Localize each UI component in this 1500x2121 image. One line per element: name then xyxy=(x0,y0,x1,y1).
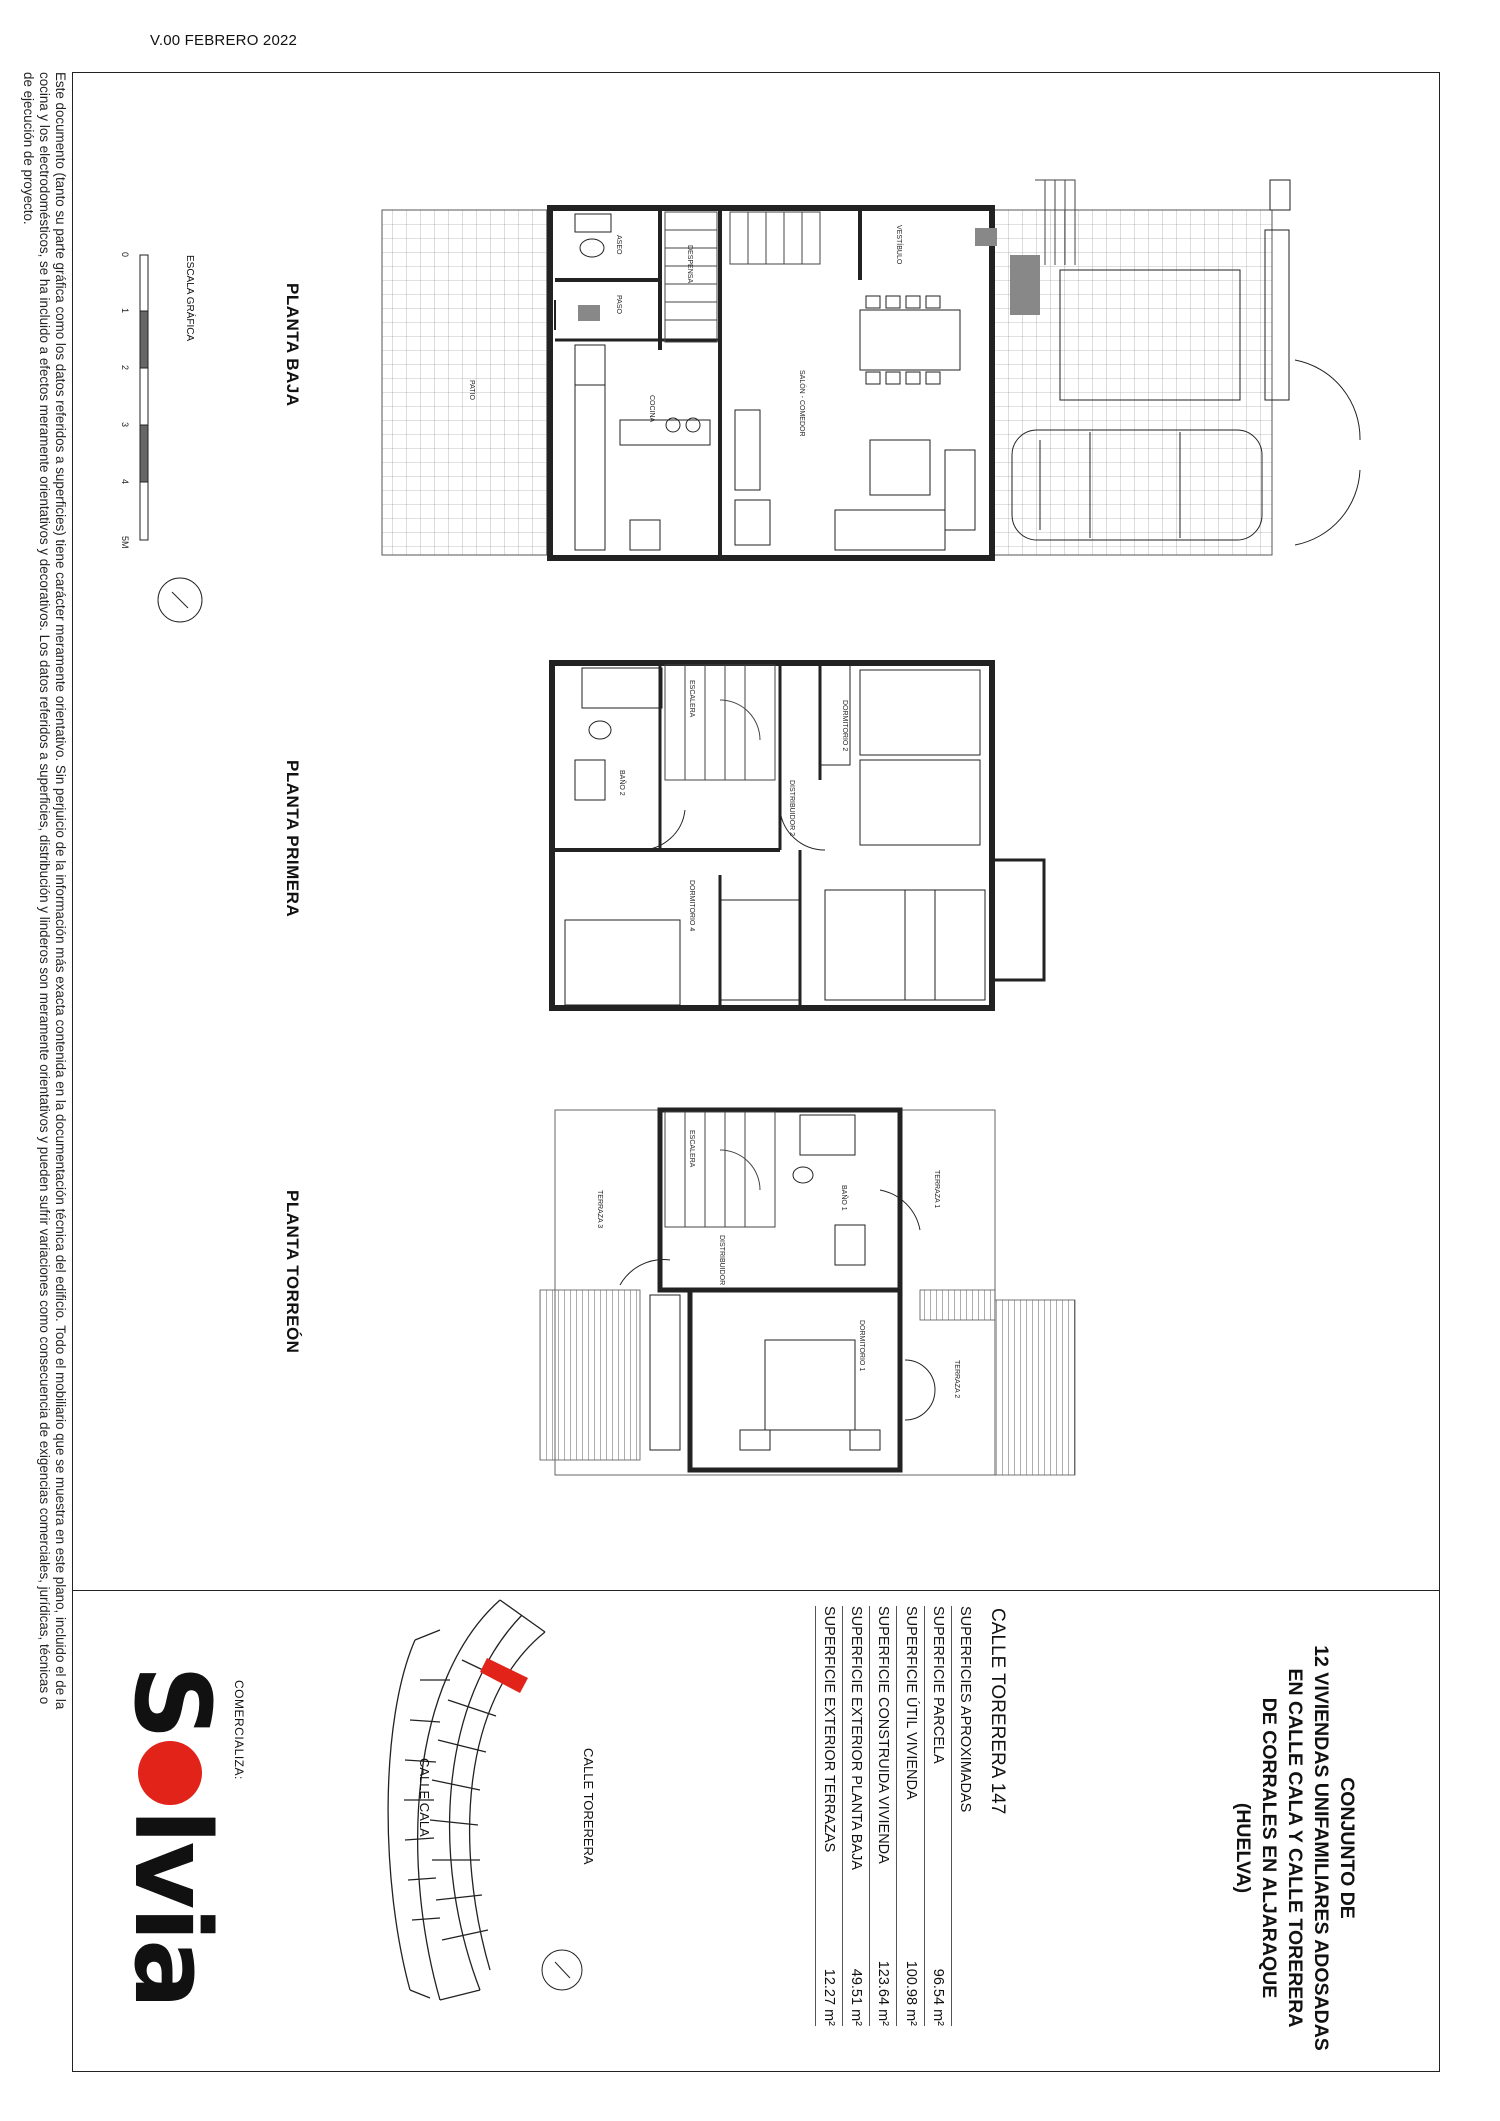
area-row: SUPERFICIE CONSTRUIDA VIVIENDA 123.64 m² xyxy=(869,1606,896,2026)
title-line: DE CORRALES EN ALJARAQUE xyxy=(1258,1697,1280,1999)
street-label-cala: CALLE CALA xyxy=(417,1758,432,1837)
disclaimer-line: de ejecución de proyecto. xyxy=(21,72,36,225)
areas-table xyxy=(815,1606,978,2026)
label-bano-1: BAÑO 1 xyxy=(840,1185,847,1211)
title-line: 12 VIVIENDAS UNIFAMILIARES ADOSADAS xyxy=(1310,1645,1332,2051)
logo-dot xyxy=(138,1741,202,1805)
label-patio: PATIO xyxy=(468,380,475,400)
label-terraza-1: TERRAZA 1 xyxy=(933,1170,940,1209)
label-terraza-2: TERRAZA 2 xyxy=(953,1360,960,1399)
address: CALLE TORERERA 147 xyxy=(987,1608,1008,1815)
area-row: SUPERFICIE PARCELA 96.54 m² xyxy=(924,1606,951,2026)
plan-planta-baja xyxy=(382,180,1360,558)
label-bano-2: BAÑO 2 xyxy=(618,770,625,796)
label-distribuidor-1: DISTRIBUIDOR 1 xyxy=(718,1235,725,1292)
label-vestibulo: VESTÍBULO xyxy=(895,225,902,265)
title-line: (HUELVA) xyxy=(1232,1802,1254,1894)
label-dormitorio-3: DORMITORIO 3 xyxy=(988,900,995,952)
scale-tick: 2 xyxy=(120,365,130,371)
scale-tick: 5M xyxy=(120,536,130,549)
street-label-torerera: CALLE TORERERA xyxy=(581,1748,596,1865)
scale-tick: 3 xyxy=(120,422,130,428)
label-escalera-torreon: ESCALERA xyxy=(688,1130,695,1168)
label-paso: PASO xyxy=(615,295,622,314)
version-label: V.00 FEBRERO 2022 xyxy=(150,32,298,49)
area-row: SUPERFICIE ÚTIL VIVIENDA 100.98 m² xyxy=(896,1606,923,2026)
label-aseo: ASEO xyxy=(615,235,622,255)
plan-planta-primera xyxy=(552,663,1044,1008)
label-terraza-3: TERRAZA 3 xyxy=(596,1190,603,1229)
title-line: EN CALLE CALA Y CALLE TORERERA xyxy=(1284,1668,1306,2028)
site-highlight xyxy=(480,1658,528,1693)
areas-heading: SUPERFICIES APROXIMADAS xyxy=(951,1606,978,2026)
disclaimer-line: Este documento (tanto su parte gráfica como los datos referidos a superficies) tiene carácter meramente orientativo. Sin perjuicio de la información más exacta contenida en la documentación técnica del edificio. Todo el mobiliario que se muestra en este plano, incluido el de la xyxy=(53,72,68,1710)
area-row: SUPERFICIE EXTERIOR PLANTA BAJA 49.51 m² xyxy=(842,1606,869,2026)
solvia-logo: Slvia xyxy=(111,1665,233,2007)
scale-tick: 0 xyxy=(120,252,130,258)
label-dormitorio-4: DORMITORIO 4 xyxy=(688,880,695,932)
label-dormitorio-2: DORMITORIO 2 xyxy=(841,700,848,752)
area-row: SUPERFICIE EXTERIOR TERRAZAS 12.27 m² xyxy=(815,1606,842,2026)
title-line: CONJUNTO DE xyxy=(1336,1777,1358,1919)
label-despensa: DESPENSA xyxy=(686,245,693,284)
commercializa-label: COMERCIALIZA: xyxy=(232,1680,246,1780)
site-plan xyxy=(388,1600,545,2000)
scale-bar xyxy=(140,255,148,540)
project-title xyxy=(1230,1638,1360,2058)
scale-title: ESCALA GRÁFICA xyxy=(184,255,195,342)
scale-ticks xyxy=(120,252,130,549)
plan-title-torreon: PLANTA TORREÓN xyxy=(283,1190,302,1354)
plan-planta-torreon xyxy=(540,1110,1075,1475)
label-escalera: ESCALERA xyxy=(688,680,695,718)
label-distribuidor-2: DISTRIBUIDOR 2 xyxy=(788,780,795,837)
scale-tick: 1 xyxy=(120,308,130,314)
label-cocina: COCINA xyxy=(648,395,655,423)
scale-tick: 4 xyxy=(120,479,130,485)
plan-title-primera: PLANTA PRIMERA xyxy=(283,760,302,918)
label-salon: SALÓN - COMEDOR xyxy=(798,370,805,437)
disclaimer-line: cocina y los electrodomésticos, se ha incluido a efectos meramente orientativos y decorativos. Los datos referidos a superficies, distribución y linderos son meramente orientativos y pueden sufrir variaciones como consecuencia de exigencias comerciales, jurídicas, técnicas o xyxy=(37,72,52,1705)
plan-title-baja: PLANTA BAJA xyxy=(283,283,302,407)
label-dormitorio-1: DORMITORIO 1 xyxy=(858,1320,865,1372)
